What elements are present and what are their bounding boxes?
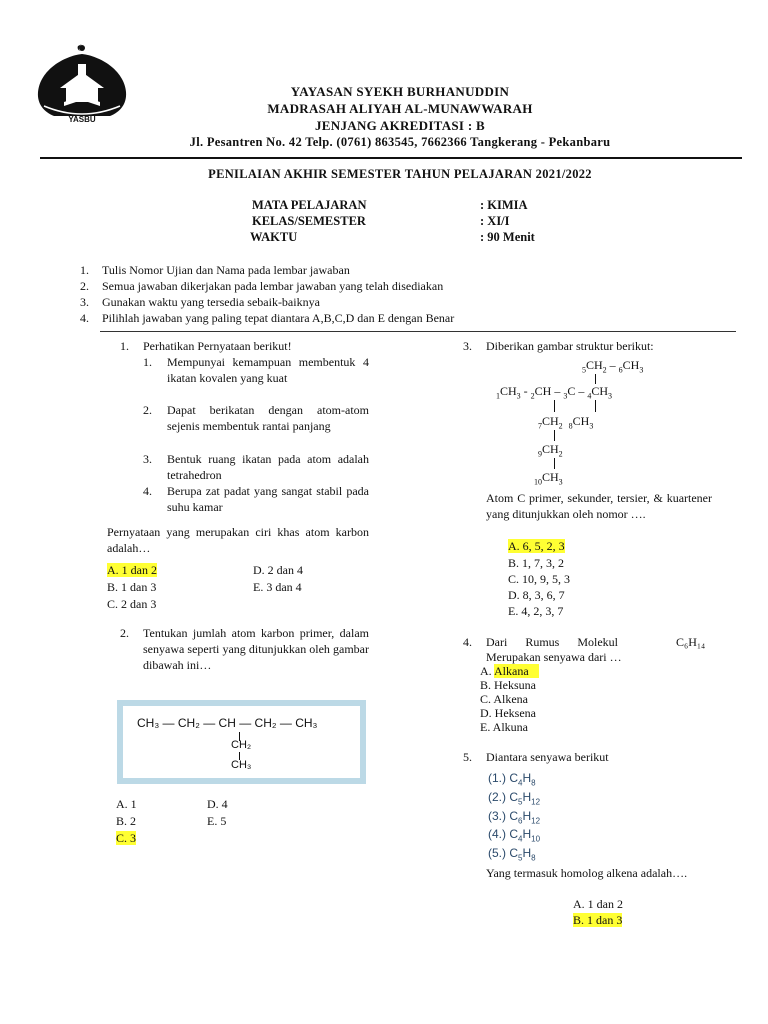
q1-question: Pernyataan yang merupakan ciri khas atom karbon adalah… — [107, 525, 369, 555]
q1-option-a[interactable] — [107, 562, 157, 578]
q1-stem: Perhatikan Pernyataan berikut! — [143, 339, 292, 353]
q3-number: 3. — [463, 339, 472, 353]
logo-caption: YASBU — [68, 115, 96, 124]
instruction-text: Semua jawaban dikerjakan pada lembar jawaban yang telah disediakan — [102, 279, 444, 293]
q3-option-d[interactable]: D. 8, 3, 6, 7 — [508, 588, 565, 602]
q4-stem-left: Dari Rumus Molekul — [486, 635, 618, 649]
field-value-time: : 90 Menit — [480, 230, 535, 244]
q5-compound: (1.) $C_4H_8$ — [488, 771, 536, 788]
q2-formula-branch1: CH₂ — [231, 739, 252, 751]
q3-bond-line — [554, 430, 555, 441]
instruction-text: Tulis Nomor Ujian dan Nama pada lembar jawaban — [102, 263, 350, 277]
q3-struct-c10: $_{10}CH_3$ — [534, 470, 563, 487]
q2-option-c[interactable] — [116, 830, 136, 846]
q2-structure-figure — [117, 700, 366, 784]
header-divider — [40, 157, 742, 159]
q2-formula-main: CH₃ — CH₂ — CH — CH₂ — CH₃ — [137, 716, 318, 730]
school-address: Jl. Pesantren No. 42 Telp. (0761) 863545, 7662366 Tangkerang - Pekanbaru — [189, 135, 611, 149]
q4-number: 4. — [463, 635, 472, 649]
q4-option-d[interactable]: D. Heksena — [480, 706, 536, 720]
exam-title: PENILAIAN AKHIR SEMESTER TAHUN PELAJARAN 2021/2022 — [208, 167, 592, 181]
q5-option-b[interactable] — [573, 912, 622, 928]
q2-number: 2. — [120, 626, 129, 640]
instruction-num: 2. — [80, 279, 89, 293]
q5-compound: (2.) $C_5H_{12}$ — [488, 790, 541, 807]
field-value-subject: : KIMIA — [480, 198, 528, 212]
q3-option-b[interactable]: B. 1, 7, 3, 2 — [508, 556, 565, 570]
instructions-divider — [100, 331, 736, 332]
q5-compound: (4.) $C_4H_{10}$ — [488, 827, 541, 844]
field-value-class: : XI/I — [480, 214, 510, 228]
instruction-num: 4. — [80, 311, 89, 325]
q1-statement-num: 3. — [143, 452, 152, 466]
q3-option-c[interactable]: C. 10, 9, 5, 3 — [508, 572, 571, 586]
q1-option-c[interactable]: C. 2 dan 3 — [107, 597, 157, 611]
q5-option-b-label: B. 1 dan 3 — [573, 913, 623, 927]
q2-option-b[interactable]: B. 2 — [116, 814, 137, 828]
q3-option-e[interactable]: E. 4, 2, 3, 7 — [508, 604, 564, 618]
school-name: MADRASAH ALIYAH AL-MUNAWWARAH — [267, 101, 533, 116]
q2-option-a[interactable]: A. 1 — [116, 797, 137, 811]
q2-option-d[interactable]: D. 4 — [207, 797, 228, 811]
q3-struct-branch: $_7CH_2$ $_8CH_3$ — [538, 414, 594, 431]
q3-bond-line — [554, 458, 555, 469]
instruction-text: Pilihlah jawaban yang paling tepat diantara A,B,C,D dan E dengan Benar — [102, 311, 455, 325]
q5-question: Yang termasuk homolog alkena adalah…. — [486, 866, 688, 880]
q1-statement-text: Berupa zat padat yang sangat stabil pada suhu kamar — [167, 484, 369, 514]
q4-option-a-label: Alkana — [494, 664, 539, 678]
q1-statement-num: 2. — [143, 403, 152, 417]
foundation-name: YAYASAN SYEKH BURHANUDDIN — [290, 84, 510, 99]
q3-option-a[interactable] — [508, 538, 565, 554]
q4-stem-line2: Merupakan senyawa dari … — [486, 650, 622, 664]
q1-statement-num: 1. — [143, 355, 152, 369]
q1-statement-num: 4. — [143, 484, 152, 498]
field-label-subject: MATA PELAJARAN — [252, 198, 367, 212]
school-logo — [34, 42, 130, 128]
q1-option-a-label: A. 1 dan 2 — [107, 563, 157, 577]
q3-struct-c9: $_9CH_2$ — [538, 442, 563, 459]
q3-structure-figure — [494, 354, 694, 487]
field-label-class: KELAS/SEMESTER — [252, 214, 366, 228]
q5-compound: (5.) $C_5H_8$ — [488, 846, 536, 863]
instruction-num: 1. — [80, 263, 89, 277]
q3-question: Atom C primer, sekunder, tersier, & kuartener yang ditunjukkan oleh nomor …. — [486, 491, 712, 521]
q3-bond-line — [595, 400, 596, 412]
q3-struct-main: $_1CH_3 - _2CH - _3C - _4CH_3$ — [496, 384, 613, 401]
q1-option-e[interactable]: E. 3 dan 4 — [253, 580, 302, 594]
q4-option-e[interactable]: E. Alkuna — [480, 720, 528, 734]
q3-bond-line — [554, 400, 555, 412]
q4-option-b[interactable]: B. Heksuna — [480, 678, 536, 692]
q3-option-a-label: A. 6, 5, 2, 3 — [508, 539, 565, 553]
q2-option-c-label: C. 3 — [116, 831, 137, 845]
q5-compound: (3.) $C_6H_{12}$ — [488, 809, 541, 826]
instruction-text: Gunakan waktu yang tersedia sebaik-baiknya — [102, 295, 320, 309]
q5-number: 5. — [463, 750, 472, 764]
q1-option-b[interactable]: B. 1 dan 3 — [107, 580, 157, 594]
q2-stem: Tentukan jumlah atom karbon primer, dalam senyawa seperti yang ditunjukkan oleh gambar dibawah ini… — [143, 626, 369, 672]
q4-option-a-letter: A. — [480, 664, 492, 678]
q3-stem: Diberikan gambar struktur berikut: — [486, 339, 654, 353]
instruction-num: 3. — [80, 295, 89, 309]
q1-statement-text: Bentuk ruang ikatan pada atom adalah tetrahedron — [167, 452, 369, 482]
q5-stem: Diantara senyawa berikut — [486, 750, 609, 764]
q3-bond-line — [595, 374, 596, 384]
q1-statement-text: Dapat berikatan dengan atom-atom sejenis membentuk rantai panjang — [167, 403, 369, 433]
q3-struct-top: $_5CH_2 - _6CH_3$ — [582, 358, 644, 375]
q4-option-c[interactable]: C. Alkena — [480, 692, 528, 706]
q5-option-a[interactable]: A. 1 dan 2 — [573, 897, 623, 911]
field-label-time: WAKTU — [250, 230, 298, 244]
accreditation: JENJANG AKREDITASI : B — [315, 118, 485, 133]
q1-option-d[interactable]: D. 2 dan 4 — [253, 563, 303, 577]
q1-statement-text: Mempunyai kemampuan membentuk 4 ikatan kovalen yang kuat — [167, 355, 369, 385]
q2-option-e[interactable]: E. 5 — [207, 814, 227, 828]
q2-formula-branch2: CH₃ — [231, 759, 252, 771]
q1-number: 1. — [120, 339, 129, 353]
q4-formula: C₆H₁₄ — [676, 635, 706, 649]
